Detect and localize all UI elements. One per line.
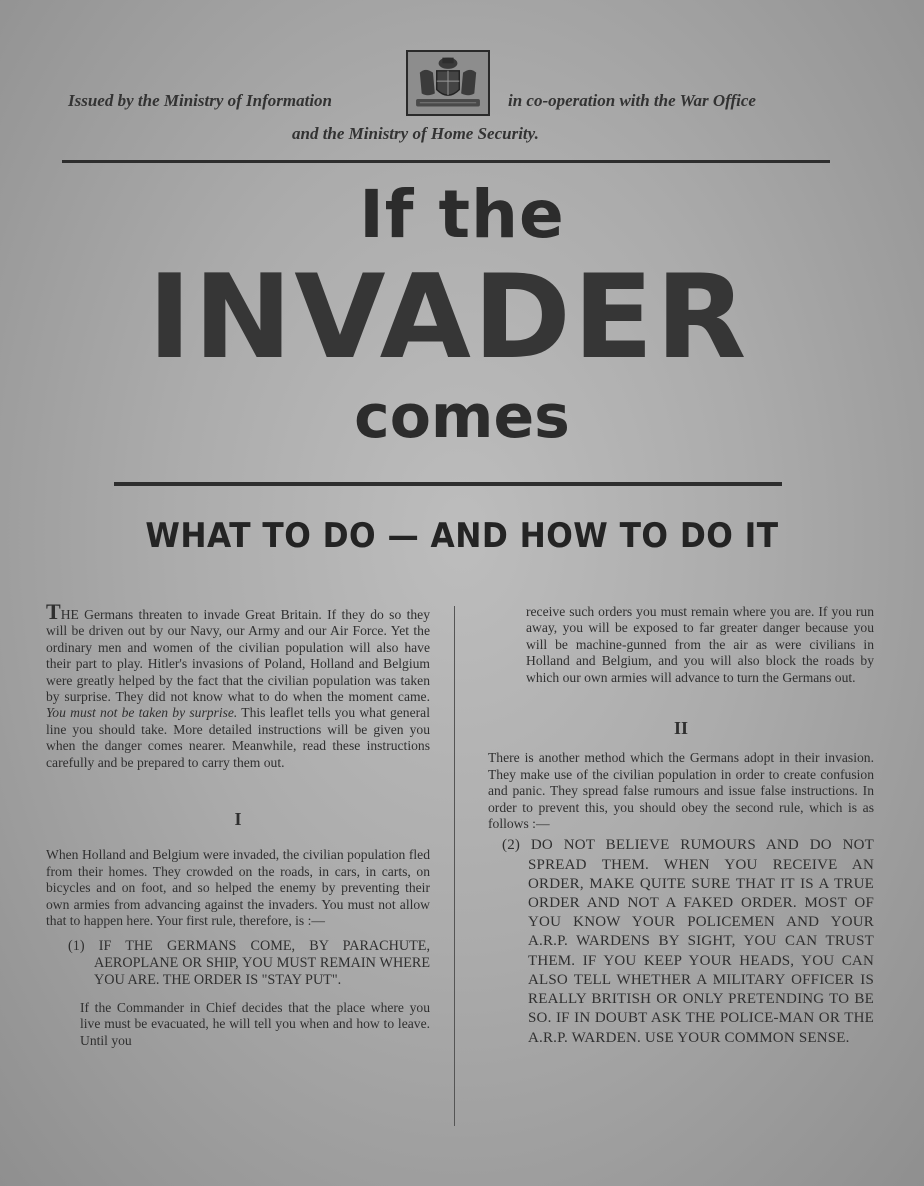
- intro-text-a: Germans threaten to invade Great Britain. If they do so they will be driven out by our Navy, our Army and our Air Force. Yet the ordinary men and women of the civilian population will also have their part to play. Hitler's invasions of Poland, Holland and Belgium were greatly helped by the fact that the civilian population was taken by surprise. They did not know what to do when the moment came.: [46, 607, 430, 705]
- intro-emphasis: You must not be taken by surprise.: [46, 705, 238, 721]
- left-column: [46, 599, 430, 1049]
- royal-coat-of-arms-icon: [406, 50, 490, 116]
- drop-cap: T: [46, 599, 61, 624]
- issued-by-left: Issued by the Ministry of Information: [68, 91, 333, 110]
- rule-1: (1) IF THE GERMANS COME, BY PARACHUTE, AEROPLANE OR SHIP, YOU MUST REMAIN WHERE YOU ARE. THE ORDER IS "STAY PUT".: [68, 937, 430, 989]
- column-divider: [454, 606, 455, 1126]
- rule-2: (2) DO NOT BELIEVE RUMOURS AND DO NOT SPREAD THEM. WHEN YOU RECEIVE AN ORDER, MAKE QUITE SURE THAT IT IS A TRUE ORDER AND NOT A FAKED ORDER. MOST OF YOU KNOW YOUR POLICEMEN AND YOUR A.R.P. WARDENS BY SIGHT, YOU CAN TRUST THEM. IF YOU KEEP YOUR HEADS, YOU CAN ALSO TELL WHETHER A MILITARY OFFICER IS REALLY BRITISH OR ONLY PRETENDING TO BE SO. IF IN DOUBT ASK THE POLICE-MAN OR THE A.R.P. WARDEN. USE YOUR COMMON SENSE.: [502, 837, 874, 1046]
- title-comes: comes: [354, 382, 570, 452]
- subtitle: WHAT TO DO — AND HOW TO DO IT: [145, 516, 779, 556]
- title-if-the: If the: [359, 176, 565, 253]
- section-2-paragraph: There is another method which the Germans adopt in their invasion. They make use of the civilian population in order to create confusion and panic. They spread false rumours and issue false instructions. In order to prevent this, you should obey the second rule, which is as follows :—: [488, 750, 874, 832]
- section-1-paragraph: When Holland and Belgium were invaded, the civilian population fled from their homes. They crowded on the roads, in cars, in carts, on bicycles and on foot, and so helped the enemy by preventing their own armies from advancing against the invaders. You must not allow that to happen here. Your first rule, therefore, is :—: [46, 847, 430, 929]
- continued-paragraph: receive such orders you must remain where you are. If you run away, you will be exposed to far greater danger because you will be machine-gunned from the air as were civilians in Holland and Belgium, and you will also block the roads by which our own armies will advance to turn the Germans out.: [526, 604, 874, 685]
- section-number-2: II: [673, 718, 688, 739]
- intro-first-word: HE: [60, 607, 79, 622]
- issued-by-second-line: and the Ministry of Home Security.: [292, 124, 539, 143]
- right-column: [488, 604, 874, 1048]
- title-divider: [114, 482, 782, 486]
- top-divider: [62, 160, 830, 163]
- section-number-1: I: [234, 809, 242, 830]
- title-invader: INVADER: [147, 249, 749, 385]
- rule-1-followup: If the Commander in Chief decides that the place where you live must be evacuated, he will tell you when and how to leave. Until you: [80, 999, 430, 1048]
- intro-text-b: This leaflet tells you what general line you should take. More detailed instructions will be given you when the danger comes nearer. Meanwhile, read these instructions carefully and be prepared to carry them out.: [46, 705, 430, 770]
- issued-by-right: in co-operation with the War Office: [508, 91, 756, 110]
- intro-paragraph: [46, 599, 430, 771]
